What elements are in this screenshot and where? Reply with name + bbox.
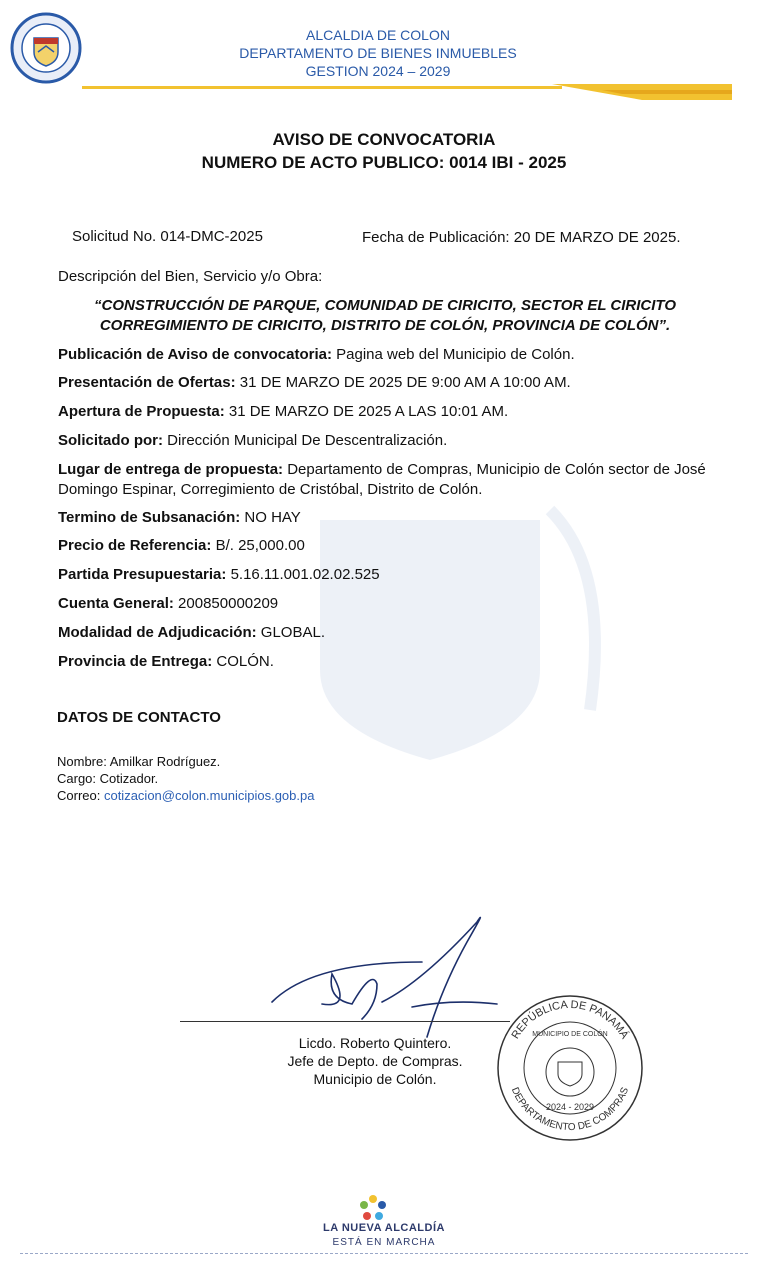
contact-heading: DATOS DE CONTACTO (57, 709, 221, 726)
field-label: Lugar de entrega de propuesta: (58, 461, 284, 478)
letterhead-line2: DEPARTAMENTO DE BIENES INMUEBLES (239, 45, 517, 61)
contact-email-label: Correo: (57, 788, 104, 803)
field-label: Apertura de Propuesta: (58, 403, 225, 420)
footer-slogan-line1: LA NUEVA ALCALDÍA (323, 1222, 445, 1234)
publication-date: Fecha de Publicación: 20 DE MARZO DE 2025. (362, 229, 681, 246)
official-stamp (494, 992, 646, 1144)
signer-org: Municipio de Colón. (313, 1071, 437, 1087)
field-value: 31 DE MARZO DE 2025 DE 9:00 AM A 10:00 AM. (235, 374, 571, 391)
act-number: NUMERO DE ACTO PUBLICO: 0014 IBI - 2025 (201, 153, 567, 172)
header-gold-stripe (82, 84, 732, 106)
field-label: Publicación de Aviso de convocatoria: (58, 346, 332, 363)
contact-role: Cargo: Cotizador. (57, 771, 159, 786)
contact-email-row (57, 787, 314, 804)
field-label: Presentación de Ofertas: (58, 374, 236, 391)
field-value: B/. 25,000.00 (211, 537, 305, 554)
description-line1: “CONSTRUCCIÓN DE PARQUE, COMUNIDAD DE CIRICITO, SECTOR EL CIRICITO (94, 297, 676, 314)
description-line2: CORREGIMIENTO DE CIRICITO, DISTRITO DE COLÓN, PROVINCIA DE COLÓN”. (99, 317, 671, 334)
field-value: NO HAY (240, 509, 301, 526)
field-offers (58, 373, 708, 393)
field-label: Modalidad de Adjudicación: (58, 624, 257, 641)
footer-slogan-line2: ESTÁ EN MARCHA (332, 1237, 436, 1248)
field-label: Cuenta General: (58, 595, 174, 612)
alcaldia-logo-icon (358, 1193, 388, 1223)
field-delivery-place (58, 460, 708, 500)
field-value: Dirección Municipal De Descentralización. (163, 432, 448, 449)
field-value: 5.16.11.001.02.02.525 (226, 566, 380, 583)
svg-text:2024 - 2029: 2024 - 2029 (545, 1102, 595, 1112)
signer-name: Licdo. Roberto Quintero. (298, 1035, 452, 1051)
description-label: Descripción del Bien, Servicio y/o Obra: (58, 268, 323, 285)
field-label: Provincia de Entrega: (58, 653, 213, 670)
letterhead-line1: ALCALDIA DE COLON (306, 27, 450, 43)
field-label: Precio de Referencia: (58, 537, 212, 554)
handwritten-signature (262, 912, 512, 1042)
contact-email-link[interactable]: cotizacion@colon.municipios.gob.pa (103, 788, 315, 803)
field-award-mode (58, 623, 708, 643)
field-publication (58, 345, 708, 365)
field-budget-item (58, 565, 708, 585)
field-correction-term (58, 508, 708, 528)
field-delivery-province (58, 652, 708, 672)
letterhead-line3: GESTION 2024 – 2029 (305, 63, 451, 79)
field-label: Partida Presupuestaria: (58, 566, 227, 583)
contact-name: Nombre: Amilkar Rodríguez. (57, 754, 221, 769)
field-label: Solicitado por: (58, 432, 163, 449)
field-value: Pagina web del Municipio de Colón. (331, 346, 575, 363)
field-opening (58, 402, 708, 422)
field-value: 31 DE MARZO DE 2025 A LAS 10:01 AM. (224, 403, 509, 420)
footer-divider (20, 1253, 748, 1254)
letterhead (200, 26, 556, 80)
field-label: Termino de Subsanación: (58, 509, 241, 526)
signer-title: Jefe de Depto. de Compras. (287, 1053, 463, 1069)
field-value: GLOBAL. (256, 624, 325, 641)
field-requested-by (58, 431, 708, 451)
field-value: Departamento de Compras, Municipio de Colón sector de José Domingo Espinar, Corregimiento de Cristóbal, Distrito de Colón. (58, 461, 706, 498)
description-text (60, 296, 710, 336)
field-general-account (58, 594, 708, 614)
signature-line (180, 1021, 510, 1022)
field-reference-price (58, 536, 708, 556)
document-title: AVISO DE CONVOCATORIA (272, 130, 496, 149)
field-value: 200850000209 (173, 595, 279, 612)
municipal-seal-icon (10, 12, 82, 84)
svg-text:DEPARTAMENTO DE COMPRAS: DEPARTAMENTO DE COMPRAS (508, 1085, 632, 1134)
field-value: COLÓN. (212, 653, 274, 670)
request-number: Solicitud No. 014-DMC-2025 (72, 228, 263, 245)
svg-text:MUNICIPIO DE COLÓN: MUNICIPIO DE COLÓN (532, 1031, 608, 1038)
svg-text:REPÚBLICA DE PANAMÁ: REPÚBLICA DE PANAMÁ (509, 998, 631, 1042)
